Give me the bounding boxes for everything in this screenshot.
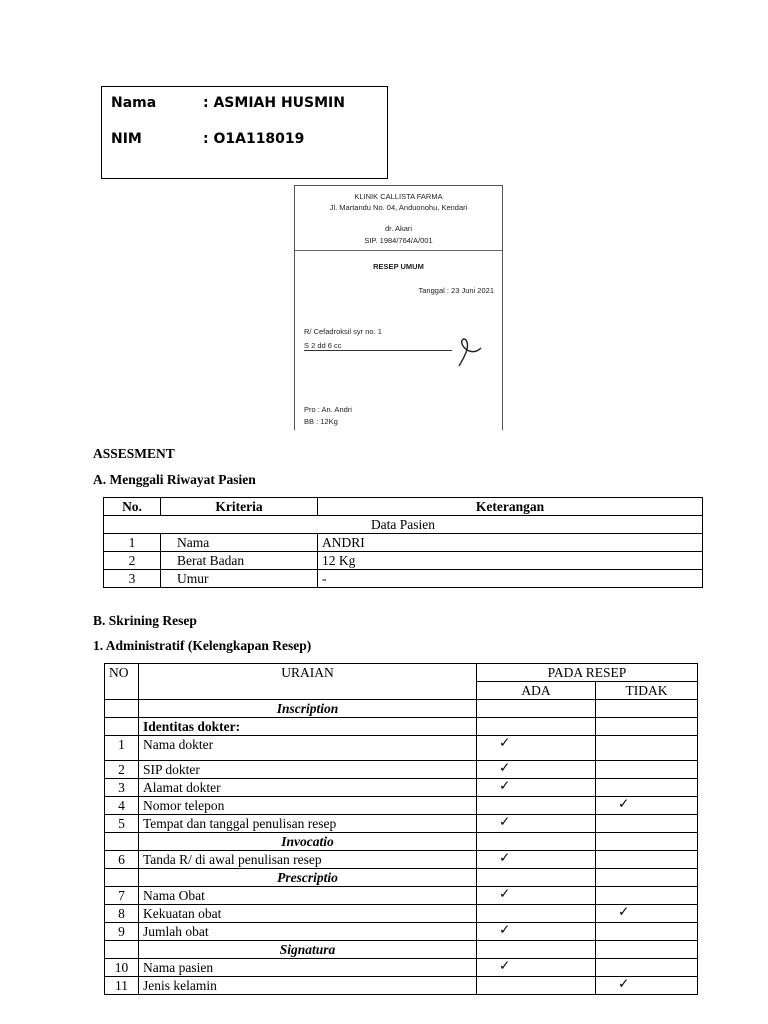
cell-empty [596,869,698,887]
check-tidak [596,736,698,761]
table-group-row [104,516,703,534]
identity-nim-row [111,131,304,147]
check-ada: ✓ [477,736,596,761]
header-no: NO [105,664,139,700]
check-ada: ✓ [477,959,596,977]
cell-no: 4 [105,797,139,815]
table-section-row [105,941,698,959]
section-inscription: Inscription [139,700,477,718]
cell-no: 1 [104,534,161,552]
check-tidak: ✓ [596,797,698,815]
cell-no: 8 [105,905,139,923]
table-section-row [105,700,698,718]
section-invocatio: Invocatio [139,833,477,851]
recipe-rx-line: R/ Cefadroksil syr no. 1 [304,327,382,336]
section-b-title: B. Skrining Resep [93,613,197,628]
check-tidak [596,851,698,869]
cell-uraian: Jenis kelamin [139,977,477,995]
check-ada: ✓ [477,923,596,941]
cell-empty [105,941,139,959]
table-row [105,923,698,941]
cell-empty [105,869,139,887]
table-row [105,761,698,779]
cell-no: 3 [104,570,161,588]
patient-history-table [103,497,703,588]
cell-keterangan: ANDRI [318,534,703,552]
cell-uraian: Jumlah obat [139,923,477,941]
clinic-address: Jl. Martandu No. 04, Anduonohu, Kendari [329,203,468,212]
header-pada-resep: PADA RESEP [477,664,698,682]
signature-mark [455,336,485,368]
doctor-name: dr. Akari [384,224,413,233]
cell-no: 3 [105,779,139,797]
identity-box [101,86,388,179]
cell-no: 2 [104,552,161,570]
cell-uraian: SIP dokter [139,761,477,779]
identitas-dokter-label: Identitas dokter: [139,718,477,736]
check-ada: ✓ [477,761,596,779]
table-header-row [104,498,703,516]
header-kriteria: Kriteria [161,498,318,516]
table-row [104,570,703,588]
recipe-title: RESEP UMUM [373,262,424,271]
cell-uraian: Alamat dokter [139,779,477,797]
check-tidak [596,923,698,941]
cell-empty [596,941,698,959]
header-ada: ADA [477,682,596,700]
check-tidak [596,887,698,905]
cell-empty [477,833,596,851]
cell-empty [105,700,139,718]
table-row [105,851,698,869]
nim-value: : O1A118019 [203,131,305,147]
section-a-title: A. Menggali Riwayat Pasien [93,472,256,487]
header-uraian: URAIAN [139,664,477,700]
cell-empty [596,700,698,718]
cell-uraian: Tanda R/ di awal penulisan resep [139,851,477,869]
section-b1-title: 1. Administratif (Kelengkapan Resep) [93,638,312,653]
table-row [105,779,698,797]
cell-empty [477,700,596,718]
cell-empty [596,718,698,736]
recipe-dose-line: S 2 dd 6 cc [304,341,452,351]
table-row [105,977,698,995]
cell-uraian: Nama dokter [139,736,477,761]
group-data-pasien: Data Pasien [104,516,703,534]
cell-keterangan: 12 Kg [318,552,703,570]
table-row [105,718,698,736]
cell-no: 5 [105,815,139,833]
recipe-divider [295,250,502,251]
table-row [105,815,698,833]
check-ada: ✓ [477,779,596,797]
cell-empty [477,869,596,887]
cell-no: 6 [105,851,139,869]
cell-uraian: Nama Obat [139,887,477,905]
cell-empty [477,941,596,959]
identity-nama-row [111,95,345,111]
table-row [105,736,698,761]
nama-value: : ASMIAH HUSMIN [203,95,345,111]
cell-no: 1 [105,736,139,761]
prescription-image [294,185,503,430]
cell-no: 10 [105,959,139,977]
check-ada [477,905,596,923]
check-tidak: ✓ [596,905,698,923]
check-ada [477,797,596,815]
check-ada: ✓ [477,815,596,833]
cell-kriteria: Nama [161,534,318,552]
clinic-name: KLINIK CALLISTA FARMA [354,192,443,201]
cell-no: 9 [105,923,139,941]
header-no: No. [104,498,161,516]
recipe-weight: BB : 12Kg [304,417,338,426]
table-section-row [105,869,698,887]
cell-empty [477,718,596,736]
cell-empty [596,833,698,851]
cell-uraian: Tempat dan tanggal penulisan resep [139,815,477,833]
check-tidak: ✓ [596,977,698,995]
section-signatura: Signatura [139,941,477,959]
cell-uraian: Kekuatan obat [139,905,477,923]
nama-label: Nama [111,95,157,111]
cell-no: 7 [105,887,139,905]
doctor-sip: SIP. 1984/764/A/001 [364,236,433,245]
table-row [105,905,698,923]
cell-kriteria: Umur [161,570,318,588]
table-header-row [105,664,698,682]
check-ada: ✓ [477,851,596,869]
check-tidak [596,959,698,977]
check-tidak [596,815,698,833]
recipe-patient: Pro : An. Andri [304,405,352,414]
cell-uraian: Nama pasien [139,959,477,977]
table-section-row [105,833,698,851]
section-prescriptio: Prescriptio [139,869,477,887]
administrative-screening-table [104,663,698,995]
cell-keterangan: - [318,570,703,588]
cell-kriteria: Berat Badan [161,552,318,570]
nim-label: NIM [111,131,142,147]
check-tidak [596,779,698,797]
header-tidak: TIDAK [596,682,698,700]
recipe-date: Tanggal : 23 Juni 2021 [418,286,494,295]
check-ada: ✓ [477,887,596,905]
cell-no: 11 [105,977,139,995]
cell-uraian: Nomor telepon [139,797,477,815]
table-row [105,797,698,815]
cell-no: 2 [105,761,139,779]
table-row [104,552,703,570]
assessment-title: ASSESMENT [93,446,175,461]
cell-empty [105,833,139,851]
check-ada [477,977,596,995]
cell-empty [105,718,139,736]
header-keterangan: Keterangan [318,498,703,516]
check-tidak [596,761,698,779]
table-row [104,534,703,552]
table-row [105,887,698,905]
table-row [105,959,698,977]
